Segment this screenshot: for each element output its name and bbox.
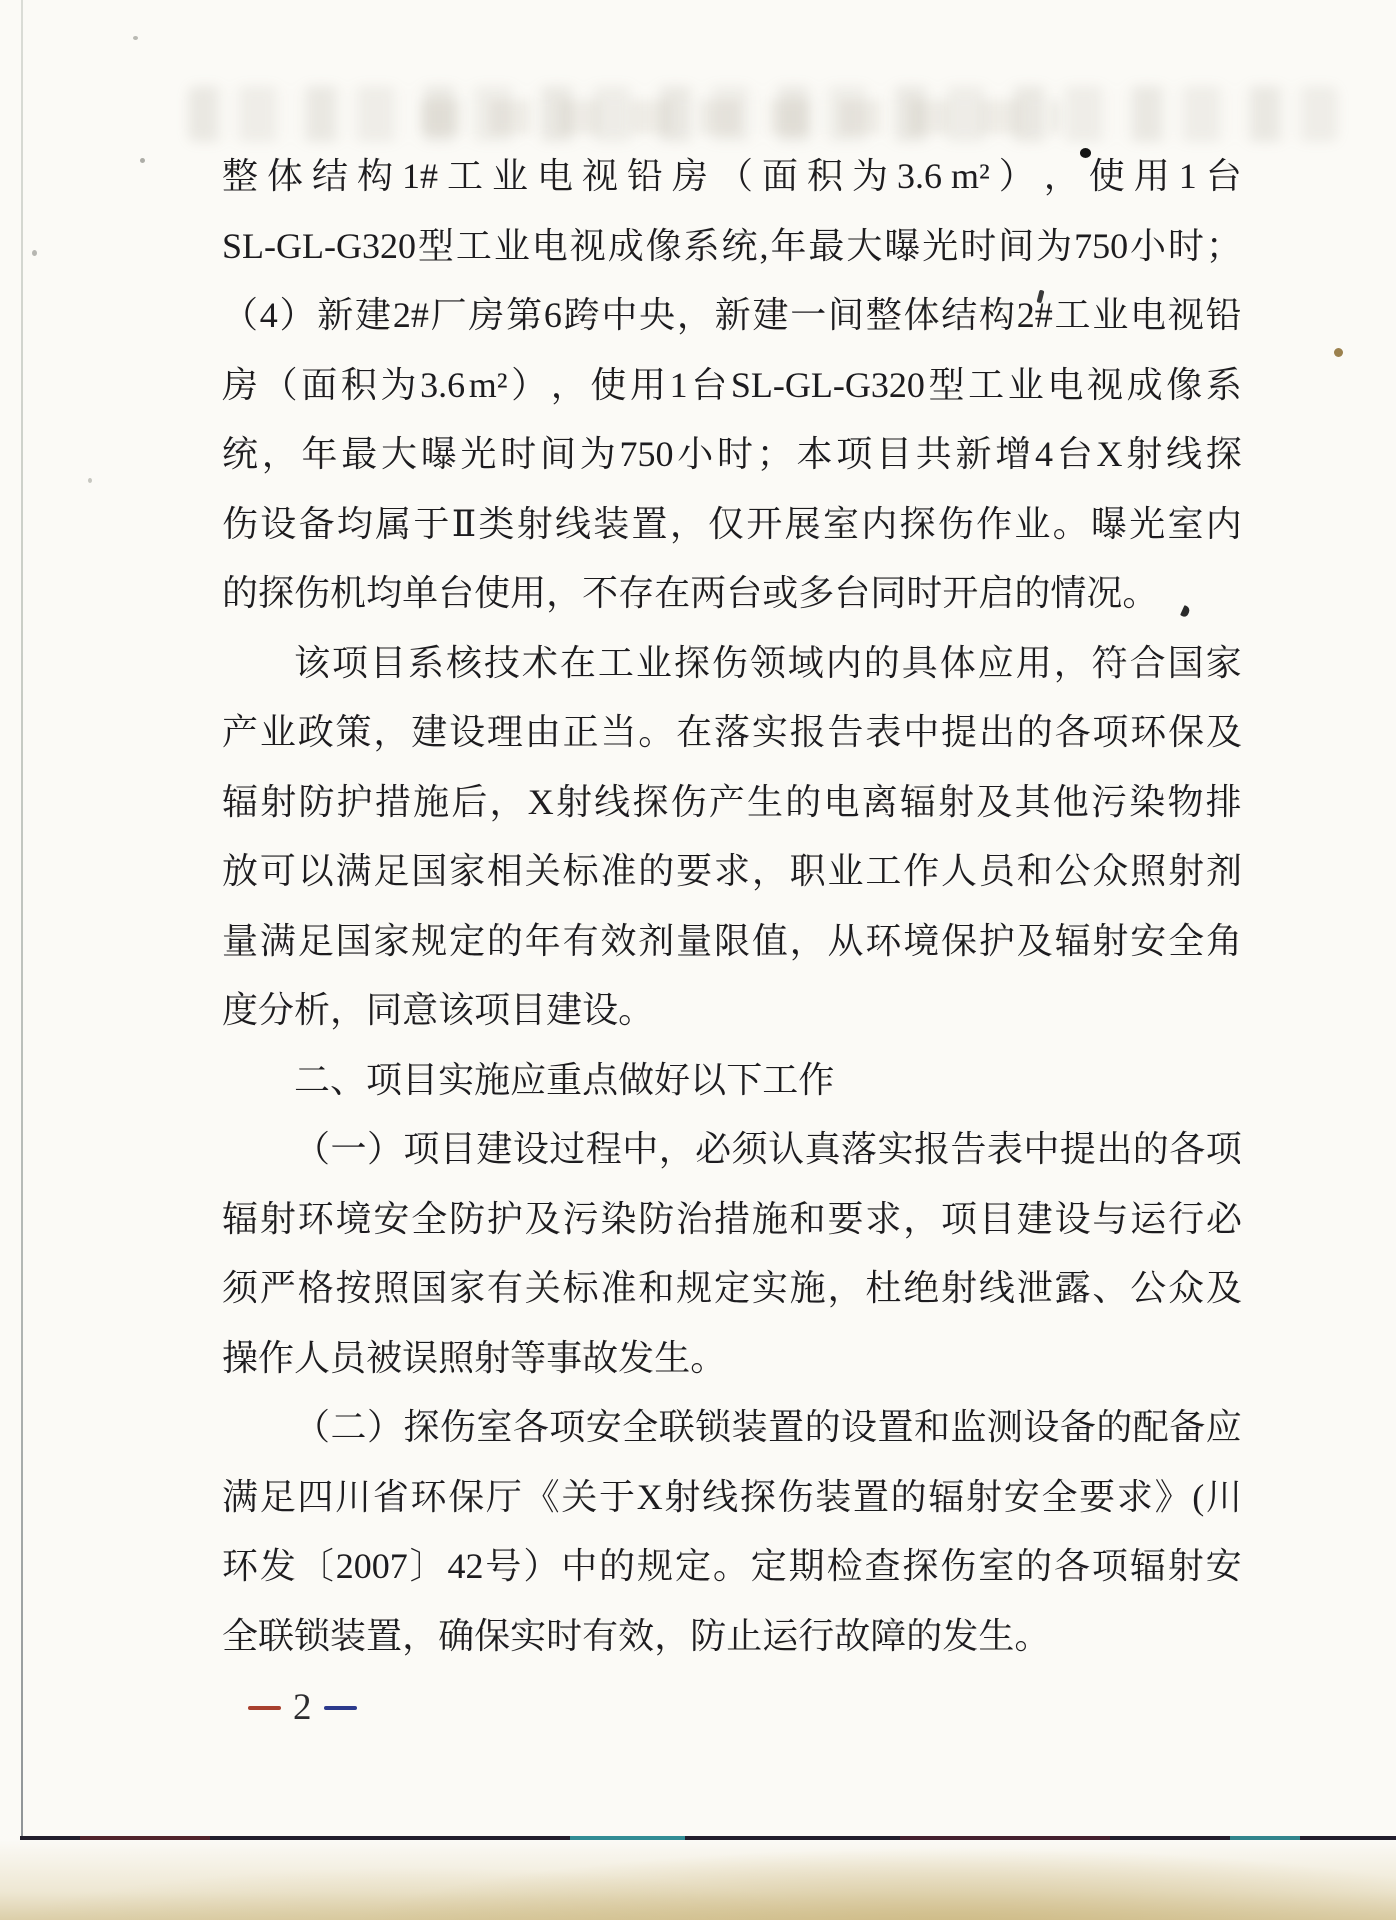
margin-speck [32,250,37,256]
document-line: 统 ， 年 最 大 曝 光 时 间 为 750 小 时 ； 本 项 目 共 新 增 4 台 X 射 线 探 [222,434,1242,474]
page-number-value: 2 [293,1687,312,1728]
document-line: 的探伤机均单台使用，不存在两台或多台同时开启的情况。 [222,573,1159,613]
ghost-text-bleedthrough-2 [420,100,1060,134]
document-line: 全联锁装置，确保实时有效，防止运行故障的发生。 [222,1615,1051,1656]
document-line: 房 （ 面 积 为 3.6 m² ） ， 使 用 1 台 SL-GL-G320 型 工 业 电 视 成 像 系 [222,364,1242,405]
document-line: 操作人员被误照射等事故发生。 [222,1337,727,1378]
margin-speck [133,36,138,40]
scan-left-edge-line [21,0,23,1840]
document-line: 度分析，同意该项目建设。 [222,990,655,1030]
document-line: 环 发 〔 2007 〕 42 号 ） 中 的 规 定 。 定 期 检 查 探 伤 室 的 各 项 辐 射 安 [222,1546,1242,1586]
page-number [248,1688,357,1728]
document-line: 量 满 足 国 家 规 定 的 年 有 效 剂 量 限 值 ， 从 环 境 保 护 及 辐 射 安 全 角 [222,920,1242,961]
document-line: 辐 射 环 境 安 全 防 护 及 污 染 防 治 措 施 和 要 求 ， 项 目 建 设 与 运 行 必 [222,1198,1242,1239]
scan-stain [0,1840,1396,1920]
margin-speck [140,158,145,163]
document-line: 产 业 政 策 ， 建 设 理 由 正 当 。 在 落 实 报 告 表 中 提 出 的 各 项 环 保 及 [222,712,1242,752]
page-number-dash-right [324,1706,357,1710]
margin-speck [88,478,92,483]
document-line: 放 可 以 满 足 国 家 相 关 标 准 的 要 求 ， 职 业 工 作 人 员 和 公 众 照 射 剂 [222,851,1242,891]
document-line: 整 体 结 构 1# 工 业 电 视 铅 房 （ 面 积 为 3.6 m² ） ， 使 用 1 台 [222,156,1242,196]
document-line: 辐 射 防 护 措 施 后 ， X 射 线 探 伤 产 生 的 电 离 辐 射 及 其 他 污 染 物 排 [222,781,1242,822]
document-line: 满 足 四 川 省 环 保 厅 《 关 于 X 射 线 探 伤 装 置 的 辐 射 安 全 要 求 》 ( 川 [222,1476,1242,1517]
document-line: （ 一 ） 项 目 建 设 过 程 中 ， 必 须 认 真 落 实 报 告 表 中 提 出 的 各 项 [294,1129,1242,1169]
margin-speck [1334,348,1343,357]
document-line: （ 二 ） 探 伤 室 各 项 安 全 联 锁 装 置 的 设 置 和 监 测 设 备 的 配 备 应 [294,1407,1242,1447]
document-line: 伤 设 备 均 属 于 Ⅱ 类 射 线 装 置 ， 仅 开 展 室 内 探 伤 作 业 。 曝 光 室 内 [222,503,1242,544]
document-line: 须 严 格 按 照 国 家 有 关 标 准 和 规 定 实 施 ， 杜 绝 射 线 泄 露 、 公 众 及 [222,1268,1242,1308]
document-line: SL-GL-G320 型 工 业 电 视 成 像 系 统 , 年 最 大 曝 光 时 间 为 750 小 时 ； [222,225,1242,266]
document-line: 该 项 目 系 核 技 术 在 工 业 探 伤 领 域 内 的 具 体 应 用 ， 符 合 国 家 [294,642,1242,683]
document-line: （ 4 ） 新 建 2# 厂 房 第 6 跨 中 央 ， 新 建 一 间 整 体 结 构 2# 工 业 电 视 铅 [222,295,1242,335]
document-line: 二、项目实施应重点做好以下工作 [294,1059,835,1100]
page-number-dash-left [248,1706,281,1710]
